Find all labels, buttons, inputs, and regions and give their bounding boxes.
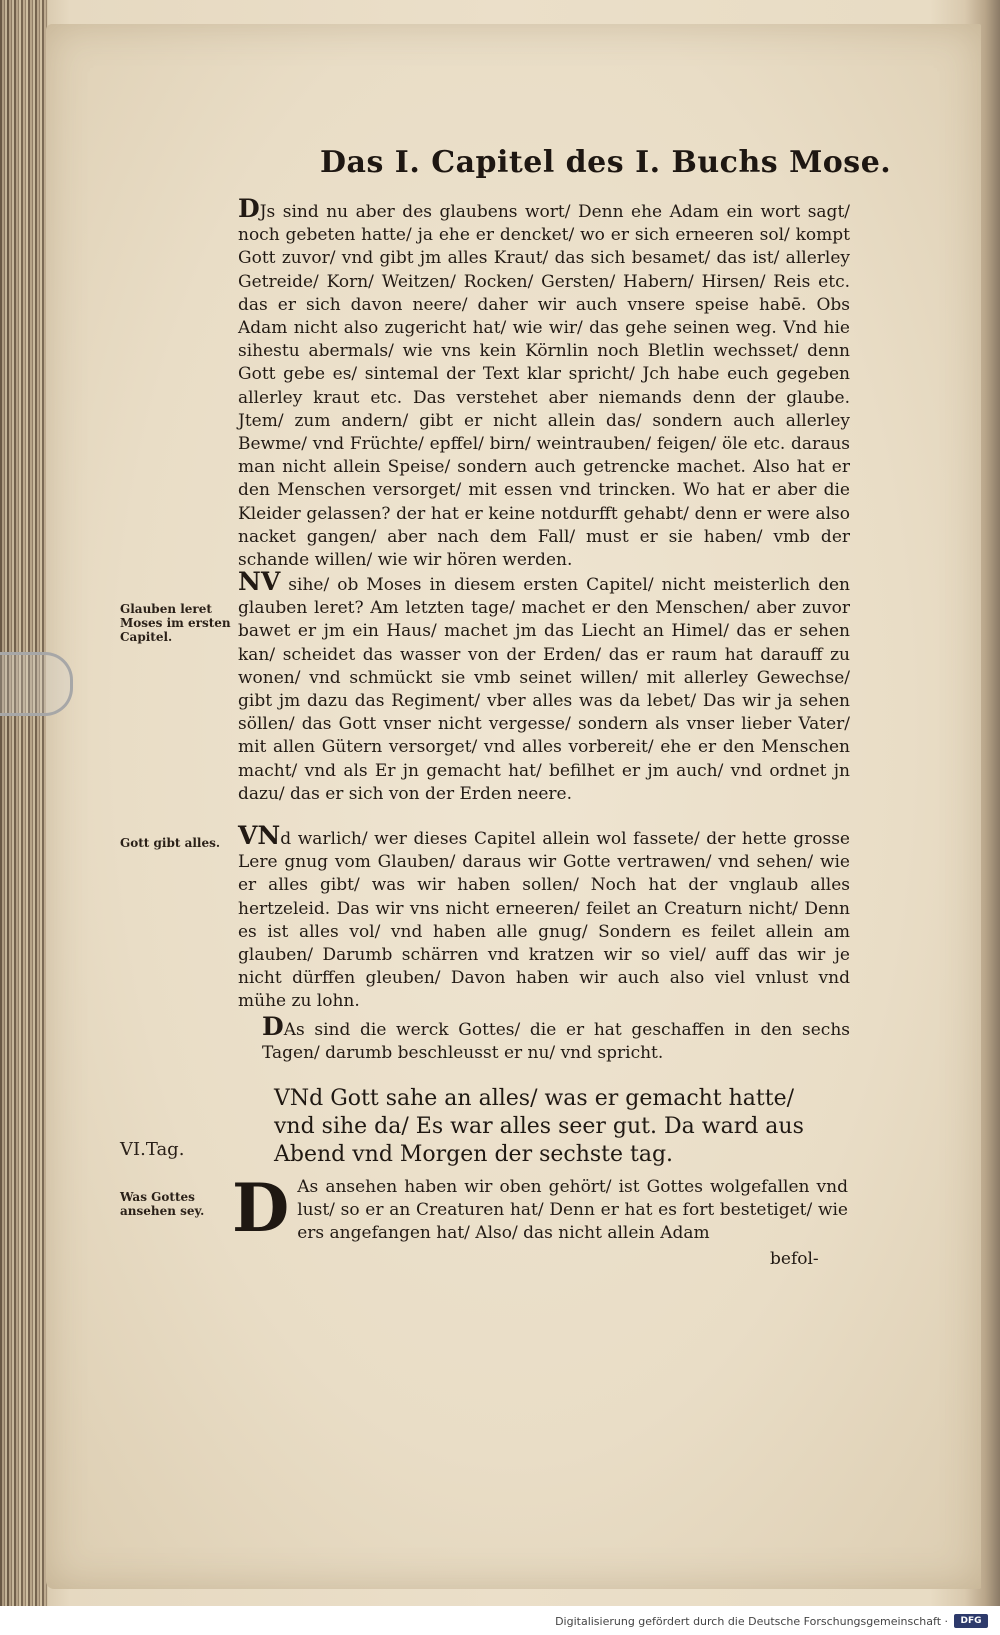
margin-note-2: Gott gibt alles. — [120, 836, 221, 850]
scripture-quote — [274, 1085, 804, 1169]
decorated-initial: D — [232, 1169, 290, 1247]
paragraph-2-text: sihe/ ob Moses in diesem ersten Capitel/ nicht meisterlich den glauben leret? Am letzten tage/ machet er den Menschen/ aber zuvor bawet er jm ein Haus/ machet jm das Liecht an Himel/ das er sehen kan/ scheidet das wasser von der Erden/ das er raum hat darauff zu wonen/ vnd schmückt sie vmb seinet willen/ mit allerley Gewechse/ gibt jm dazu das Regiment/ vber alles was da lebet/ Das wir ja sehen söllen/ das Gott vnser nicht vergesse/ sondern als vnser lieber Vater/ mit allen Gütern versorget/ vnd alles vorbereit/ ehe er den Menschen macht/ vnd als Er jn gemacht hat/ befilhet er jm auch/ vnd ordnet jn dazu/ das er sich von der Erden neere. — [238, 575, 850, 804]
paragraph-3 — [238, 821, 850, 1014]
paragraph-2-initial: NV — [238, 567, 281, 596]
paragraph-5 — [232, 1169, 848, 1247]
paragraph-4-initial: D — [262, 1012, 284, 1041]
page-clip — [0, 652, 73, 716]
paragraph-1-text: Js sind nu aber des glaubens wort/ Denn ehe Adam ein wort sagt/ noch gebeten hatte/ ja ehe er dencket/ wo er sich erneeren sol/ kompt Gott zuvor/ vnd gibt jm alles Kraut/ das sich besamet/ das ist/ allerley Getreide/ Korn/ Weitzen/ Rocken/ Gersten/ Habern/ Hirsen/ Reis etc. das er sich davon neere/ daher wir auch vnsere speise habē. Obs Adam nicht also zugericht hat/ wie wir/ das gehe seinen weg. Vnd hie sihestu abermals/ wie vns kein Körnlin noch Bletlin wechsset/ denn Gott gebe es/ sintemal der Text klar spricht/ Jch habe euch gegeben allerley kraut etc. Das verstehet aber niemands denn der glaube. Jtem/ zum andern/ gibt er nicht allein das/ sondern auch allerley Bewme/ vnd Früchte/ epffel/ birn/ weintrauben/ feigen/ öle etc. daraus man nicht allein Speise/ sondern auch getrencke machet. Also hat er den Menschen versorget/ mit essen vnd trincken. Wo hat er aber die Kleider gelassen? der hat er keine notdurfft gehabt/ denn er were also nacket gangen/ aber nach dem Fall/ must er sie haben/ vmb der schande willen/ wie wir hören werden. — [238, 202, 850, 571]
paragraph-5-text: As ansehen haben wir oben gehört/ ist Gottes wolgefallen vnd lust/ so er an Creaturen hat/ Denn er hat es fort bestetiget/ wie ers angefangen hat/ Also/ das nicht allein Adam — [297, 1177, 848, 1244]
footer-bar — [0, 1606, 1000, 1635]
paragraph-3-text: d warlich/ wer dieses Capitel allein wol fassete/ der hette grosse Lere gnug vom Glauben/ daraus wir Gotte vertrawen/ vnd sehen/ wie er alles gibt/ was wir haben sollen/ Noch hat der vnglaub alles hertzeleid. Das wir vns nicht erneeren/ feilet an Creaturn nicht/ Denn es ist alles vol/ vnd haben alle gnug/ Sondern es feilet allein am glauben/ Darumb schärren vnd kratzen wir so viel/ auff das wir je nicht dürffen gleuben/ Davon haben wir auch also viel vnlust vnd mühe zu lohn. — [238, 829, 850, 1012]
paragraph-1-initial: D — [238, 194, 260, 223]
scripture-quote-text: VNd Gott sahe an alles/ was er gemacht hatte/ vnd sihe da/ Es war alles seer gut. Da ward aus Abend vnd Morgen der sechste tag. — [274, 1086, 804, 1167]
chapter-title: Das I. Capitel des I. Buchs Mose. — [320, 145, 892, 180]
paragraph-2 — [238, 567, 850, 806]
catchword: befol- — [770, 1249, 819, 1269]
paragraph-4-text: As sind die werck Gottes/ die er hat geschaffen in den sechs Tagen/ darumb beschleusst er nu/ vnd spricht. — [262, 1020, 850, 1064]
paragraph-4 — [262, 1012, 850, 1065]
margin-note-4: Was Gottes ansehen sey. — [120, 1190, 205, 1218]
book-spine-edge — [0, 0, 48, 1606]
paragraph-1 — [238, 194, 850, 572]
dfg-logo: DFG — [954, 1614, 988, 1628]
footer-credit: Digitalisierung gefördert durch die Deutsche Forschungsgemeinschaft · — [555, 1615, 948, 1628]
paragraph-3-initial: VN — [238, 821, 281, 850]
margin-note-day: VI.Tag. — [120, 1139, 185, 1160]
margin-note-1: Glauben leret Moses im ersten Capitel. — [120, 602, 231, 644]
